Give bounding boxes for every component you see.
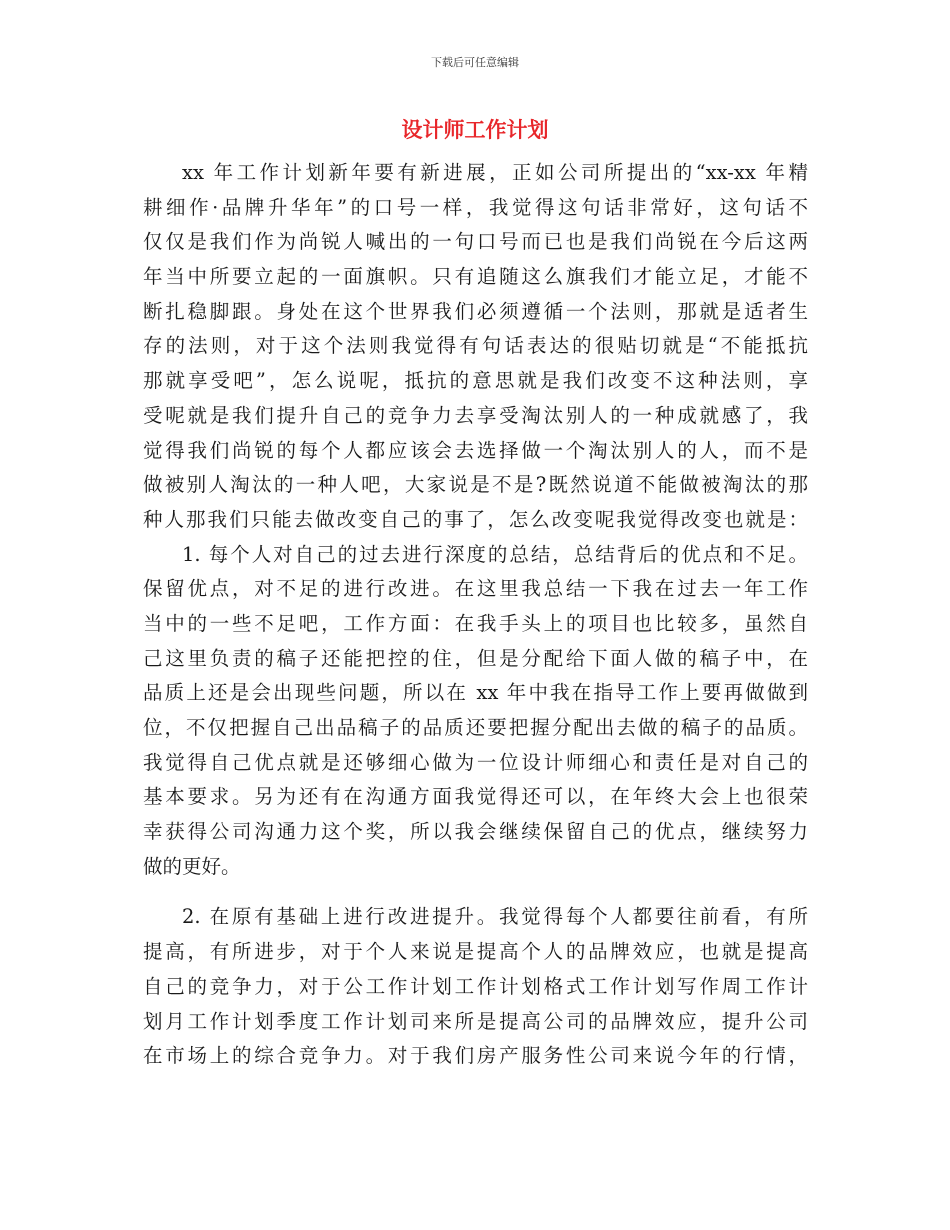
text-line: 2. 在原有基础上进行改进提升。我觉得每个人都要往前看，有所 — [182, 905, 808, 929]
text-line: 做被别人淘汰的一种人吧，大家说是不是?既然说道不能做被淘汰的那 — [143, 473, 808, 497]
text-line: 那就享受吧”，怎么说呢，抵抗的意思就是我们改变不这种法则，享 — [143, 369, 808, 393]
text-line: 位，不仅把握自己出品稿子的品质还要把握分配出去做的稿子的品质。 — [143, 716, 808, 739]
text-line: 划月工作计划季度工作计划司来所是提高公司的品牌效应，提升公司 — [143, 1009, 808, 1033]
paragraph-intro — [143, 156, 808, 538]
text-line: 耕细作·品牌升华年”的口号一样，我觉得这句话非常好，这句话不 — [143, 195, 808, 219]
text-line: 品质上还是会出现些问题，所以在 xx 年中我在指导工作上要再做做到 — [143, 681, 808, 705]
text-line: 基本要求。另为还有在沟通方面我觉得还可以，在年终大会上也很荣 — [143, 785, 808, 809]
text-line: 存的法则，对于这个法则我觉得有句话表达的很贴切就是“不能抵抗 — [143, 334, 808, 358]
text-line: 觉得我们尚锐的每个人都应该会去选择做一个淘汰别人的人，而不是 — [143, 438, 808, 462]
text-line: 提高，有所进步，对于个人来说是提高个人的品牌效应，也就是提高 — [143, 940, 808, 964]
paragraph-point-1 — [143, 538, 808, 885]
text-line: xx 年工作计划新年要有新进展，正如公司所提出的“xx-xx 年精 — [182, 161, 808, 184]
text-line: 在市场上的综合竞争力。对于我们房产服务性公司来说今年的行情， — [143, 1044, 808, 1068]
text-line: 断扎稳脚跟。身处在这个世界我们必须遵循一个法则，那就是适者生 — [143, 299, 808, 323]
text-line: 1. 每个人对自己的过去进行深度的总结，总结背后的优点和不足。 — [182, 542, 808, 566]
text-line: 保留优点，对不足的进行改进。在这里我总结一下我在过去一年工作 — [143, 577, 808, 601]
text-line: 种人那我们只能去做改变自己的事了，怎么改变呢我觉得改变也就是： — [143, 507, 808, 531]
text-line: 己这里负责的稿子还能把控的住，但是分配给下面人做的稿子中，在 — [143, 646, 808, 670]
document-body — [143, 156, 808, 1074]
header-note: 下载后可任意编辑 — [431, 56, 519, 69]
text-line: 受呢就是我们提升自己的竞争力去享受淘汰别人的一种成就感了，我 — [143, 403, 808, 427]
text-line: 当中的一些不足吧，工作方面：在我手头上的项目也比较多，虽然自 — [143, 611, 808, 635]
paragraph-gap — [143, 884, 808, 900]
text-line: 自己的竞争力，对于公工作计划工作计划格式工作计划写作周工作计 — [143, 974, 808, 998]
text-line: 做的更好。 — [143, 854, 241, 878]
text-line: 年当中所要立起的一面旗帜。只有追随这么旗我们才能立足，才能不 — [143, 265, 808, 289]
text-line: 幸获得公司沟通力这个奖，所以我会继续保留自己的优点，继续努力 — [143, 820, 808, 844]
text-line: 仅仅是我们作为尚锐人喊出的一句口号而已也是我们尚锐在今后这两 — [143, 230, 808, 254]
text-line: 我觉得自己优点就是还够细心做为一位设计师细心和责任是对自己的 — [143, 750, 808, 774]
document-title: 设计师工作计划 — [401, 118, 549, 142]
paragraph-point-2 — [143, 900, 808, 1073]
